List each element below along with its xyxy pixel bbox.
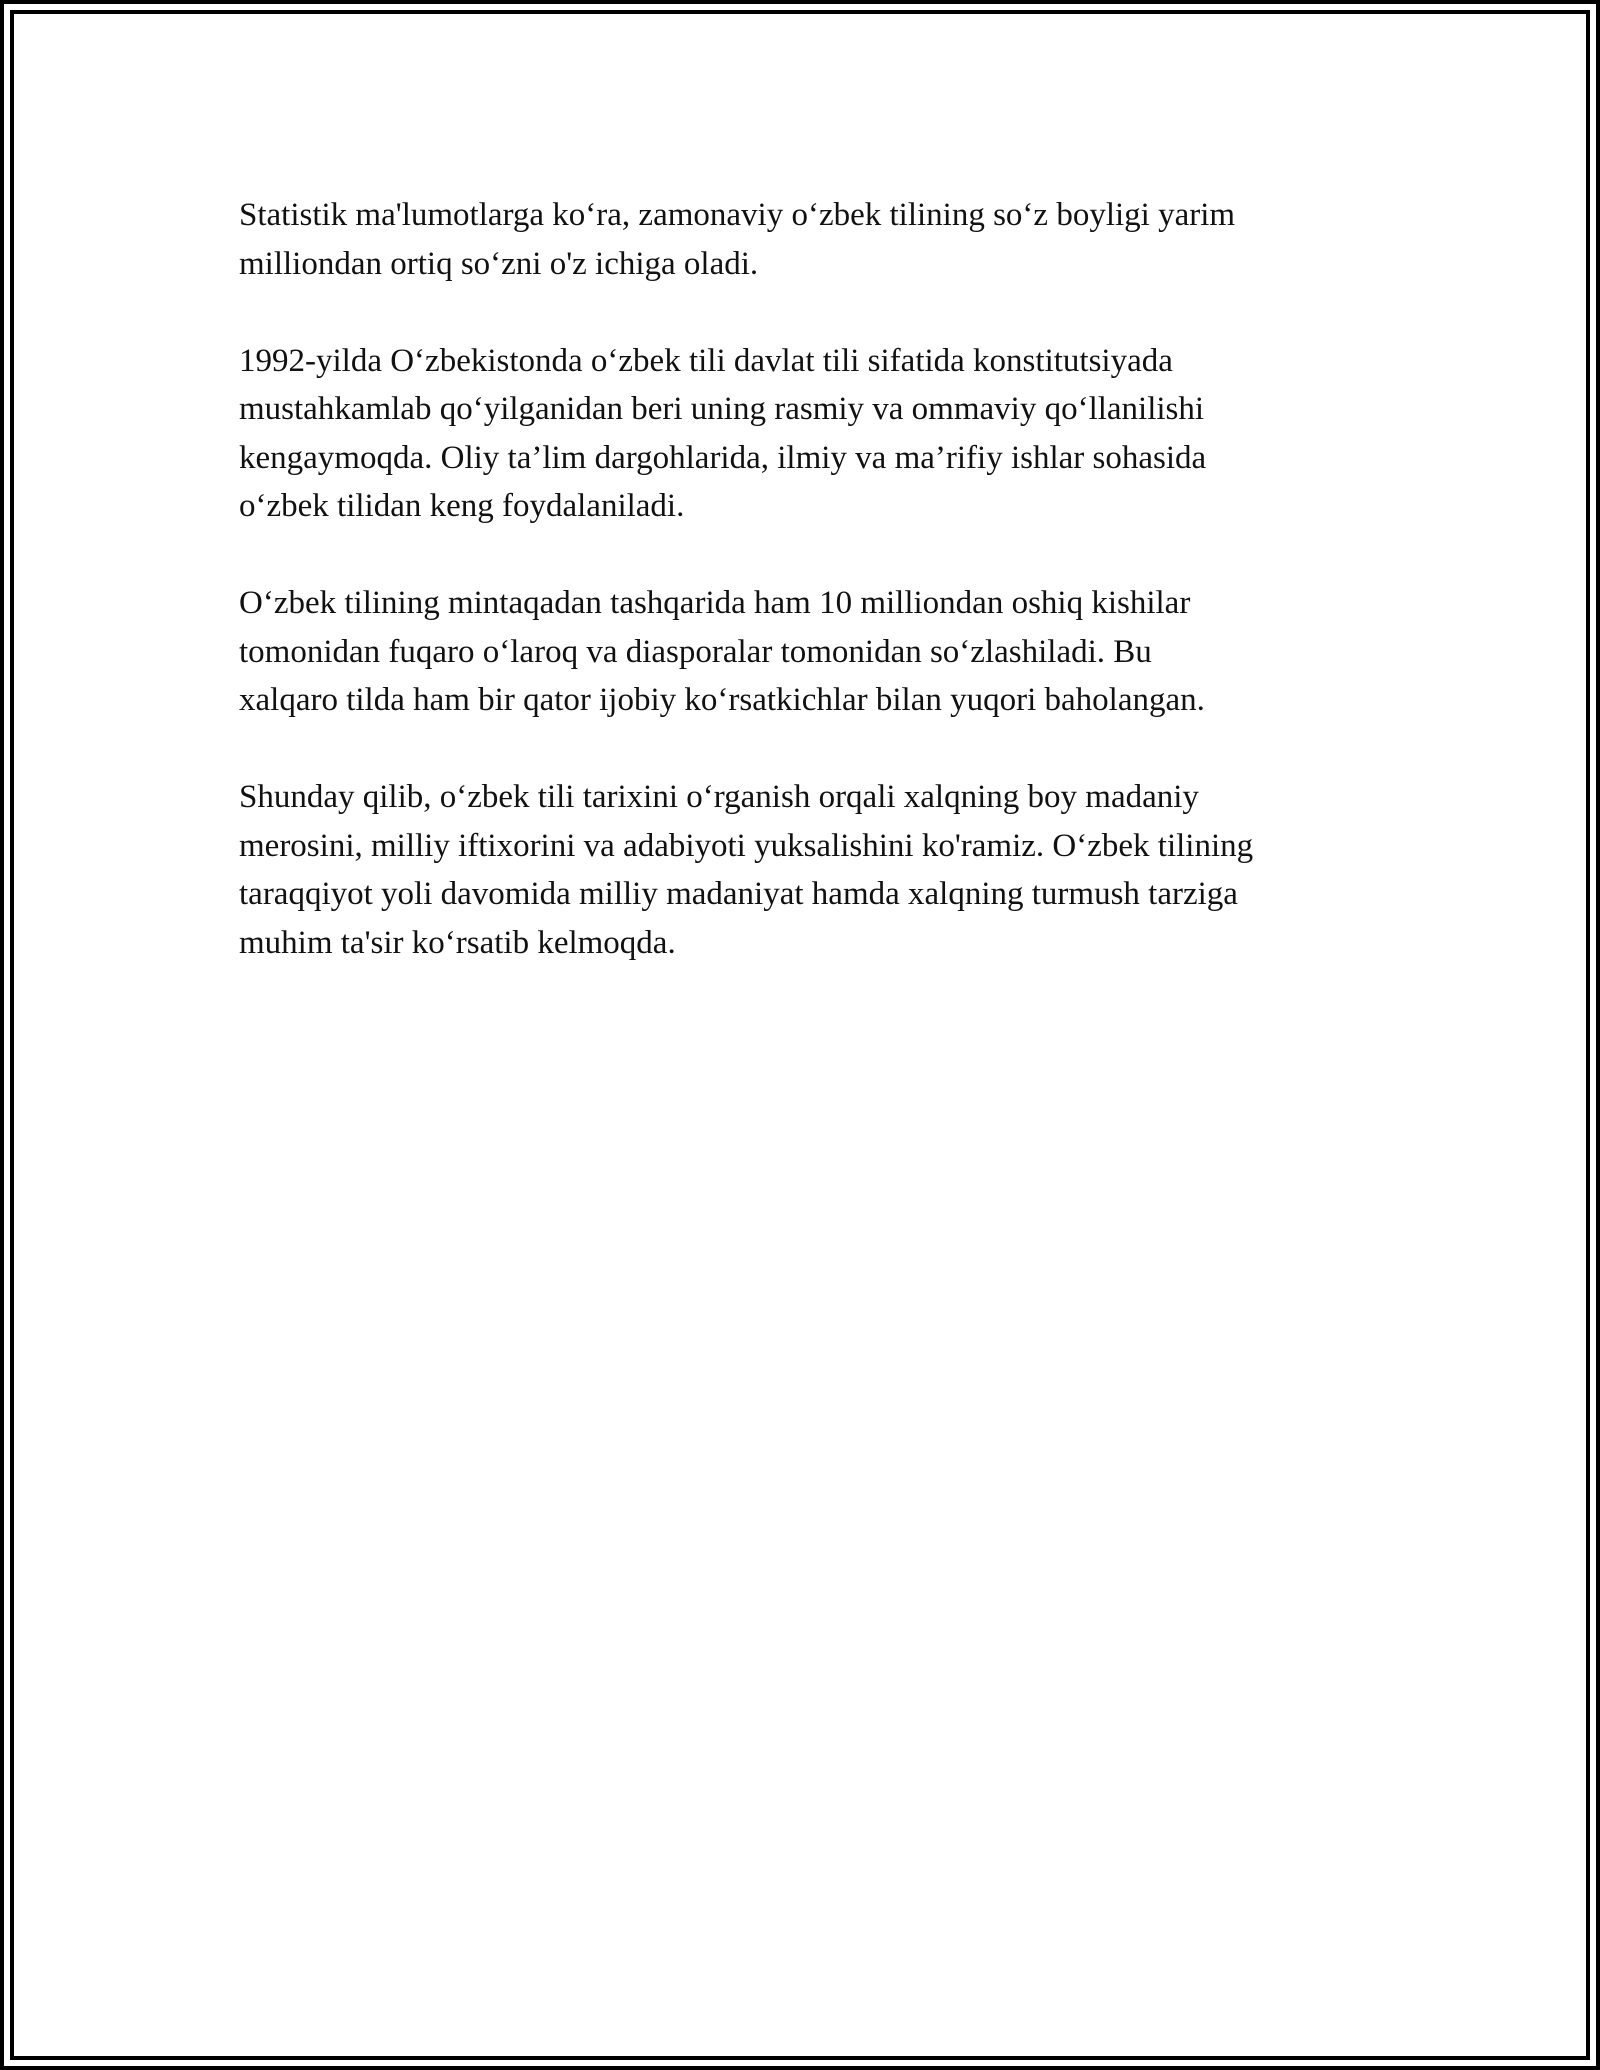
paragraph-1: Statistik ma'lumotlarga ko‘ra, zamonaviy o‘zbek tilining so‘z boyligi yarim milliondan ortiq so‘zni o'z ichiga oladi. (239, 197, 1236, 282)
paragraph-4: Shunday qilib, o‘zbek tili tarixini o‘rganish orqali xalqning boy madaniy merosini, milliy iftixorini va adabiyoti yuksalishini ko'ramiz. O‘zbek tilining taraqqiyot yoli davomida milliy madaniyat hamda xalqning turmush tarziga muhim ta'sir ko‘rsatib kelmoqda. (239, 779, 1254, 961)
paragraph-3: O‘zbek tilining mintaqadan tashqarida ham 10 milliondan oshiq kishilar tomonidan fuqaro o‘laroq va diasporalar tomonidan so‘zlashiladi. Bu xalqaro tilda ham bir qator ijobiy ko‘rsatkichlar bilan yuqori baholangan. (239, 585, 1205, 718)
paragraph-2: 1992-yilda O‘zbekistonda o‘zbek tili davlat tili sifatida konstitutsiyada mustahkamlab qo‘yilganidan beri uning rasmiy va ommaviy qo‘llanilishi kengaymoqda. Oliy ta’lim dargohlarida, ilmiy va ma’rifiy ishlar sohasida o‘zbek tilidan keng foydalaniladi. (239, 342, 1207, 524)
document-body (239, 191, 1389, 1016)
